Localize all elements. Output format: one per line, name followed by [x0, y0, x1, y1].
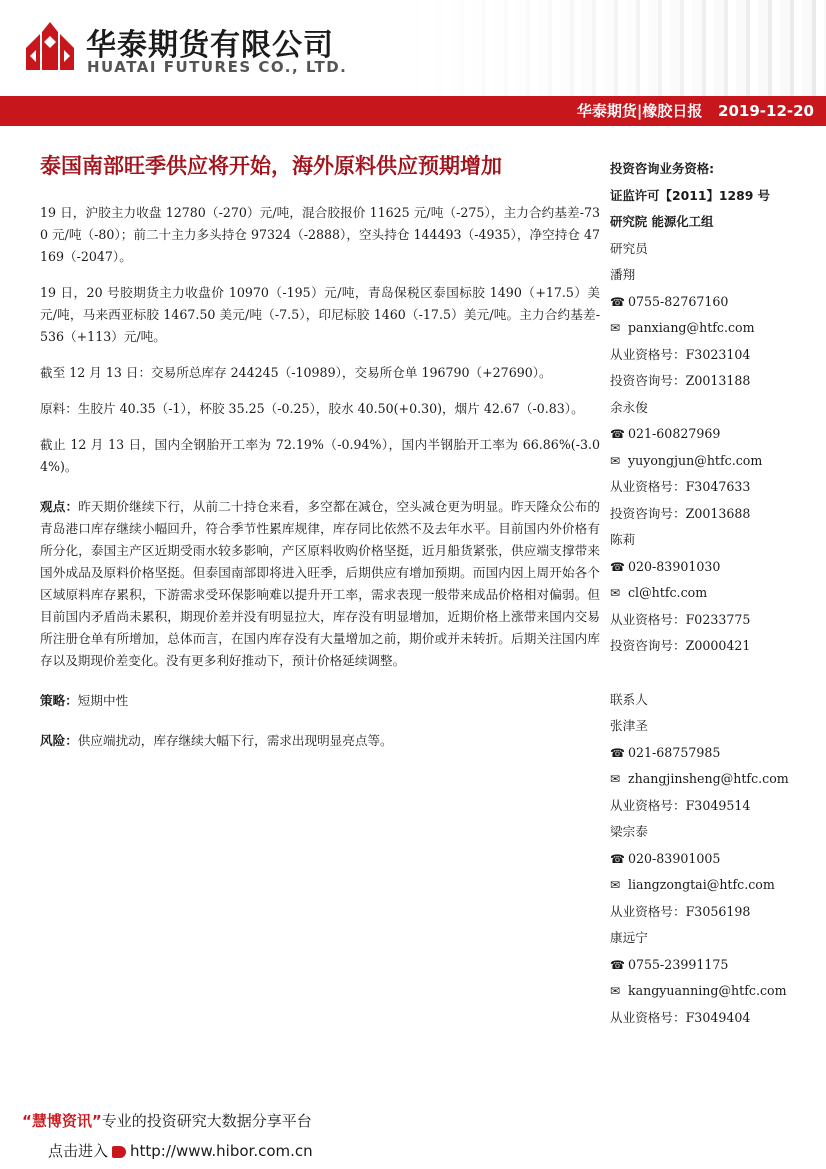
email-icon: ✉ — [610, 878, 621, 892]
researcher-cert: 从业资格号：F0233775 — [610, 611, 751, 627]
footer-brand: “慧博资讯” — [22, 1112, 102, 1130]
contact-name: 康远宁 — [610, 930, 648, 945]
researcher-cert: 从业资格号：F3023104 — [610, 346, 751, 362]
email-icon: ✉ — [610, 772, 621, 786]
strategy-label: 策略： — [40, 693, 78, 708]
contact-email[interactable]: ✉ liangzongtai@htfc.com — [610, 872, 820, 899]
contact-cert: 从业资格号：F3049514 — [610, 797, 751, 813]
paragraph-risk — [40, 730, 600, 752]
researcher-phone: ☎ 021-60827969 — [610, 421, 820, 448]
report-banner — [0, 96, 826, 126]
contact-cert: 从业资格号：F3049404 — [610, 1009, 751, 1025]
researcher-invest: 投资咨询号：Z0013188 — [610, 373, 751, 388]
phone-icon: ☎ — [610, 427, 625, 441]
contact-label: 联系人 — [610, 691, 648, 707]
researcher-cert: 从业资格号：F3047633 — [610, 479, 751, 494]
email-icon: ✉ — [610, 321, 621, 335]
researcher-label: 研究员 — [610, 240, 648, 256]
footer-slogan — [22, 1110, 312, 1131]
viewpoint-label: 观点： — [40, 499, 79, 514]
researcher-phone: ☎ 0755-82767160 — [610, 289, 820, 316]
contact-phone: ☎ 0755-23991175 — [610, 952, 820, 979]
company-name-en: HUATAI FUTURES CO., LTD. — [87, 58, 348, 76]
researcher-phone: ☎ 020-83901030 — [610, 554, 820, 581]
paragraph-nr20: 19 日，20 号胶期货主力收盘价 10970（-195）元/吨，青岛保税区泰国标胶 1490（+17.5）美元/吨，马来西亚标胶 1467.50 美元/吨（-7.5），印尼标胶 1460（-17.5）美元/吨。主力合约基差-536（+113）元/吨。 — [40, 285, 600, 344]
contact-cert: 从业资格号：F3056198 — [610, 903, 751, 919]
phone-icon: ☎ — [610, 851, 625, 866]
footer-link[interactable] — [48, 1140, 313, 1161]
researcher-email[interactable]: ✉ cl@htfc.com — [610, 580, 820, 607]
contact-phone: ☎ 020-83901005 — [610, 846, 820, 873]
researcher-name: 陈莉 — [610, 532, 636, 547]
researcher-email[interactable]: ✉ yuyongjun@htfc.com — [610, 448, 820, 475]
phone-icon: ☎ — [610, 745, 625, 760]
qualification-title: 投资咨询业务资格: — [610, 161, 715, 176]
report-banner-text: 华泰期货|橡胶日报 2019-12-20 — [576, 102, 814, 120]
company-name-cn: 华泰期货有限公司 — [86, 28, 334, 63]
contact-email[interactable]: ✉ kangyuanning@htfc.com — [610, 978, 820, 1005]
phone-icon: ☎ — [610, 294, 625, 309]
paragraph-raw-material: 原料：生胶片 40.35（-1），杯胶 35.25（-0.25），胶水 40.50(+0.30)，烟片 42.67（-0.83）。 — [40, 401, 584, 416]
researcher-invest: 投资咨询号：Z0000421 — [610, 638, 751, 653]
huatai-logo-icon — [22, 18, 78, 74]
paragraph-market: 19 日，沪胶主力收盘 12780（-270）元/吨，混合胶报价 11625 元/吨（-275），主力合约基差-730 元/吨（-80）；前二十主力多头持仓 97324（-2888），空头持仓 144493（-4935），净空持仓 47169（-2047）。 — [40, 205, 600, 264]
paragraph-inventory: 截至 12 月 13 日：交易所总库存 244245（-10989），交易所仓单 196790（+27690）。 — [40, 365, 552, 380]
email-icon: ✉ — [610, 984, 621, 998]
phone-icon: ☎ — [610, 559, 625, 574]
paragraph-viewpoint — [40, 496, 600, 672]
risk-text: 供应端扰动，库存继续大幅下行，需求出现明显亮点等。 — [77, 733, 393, 748]
researcher-invest: 投资咨询号：Z0013688 — [610, 505, 751, 521]
email-icon: ✉ — [610, 586, 621, 600]
sidebar-contacts — [610, 156, 820, 1031]
email-icon: ✉ — [610, 453, 621, 468]
report-title: 泰国南部旺季供应将开始，海外原料供应预期增加 — [40, 154, 502, 178]
researcher-email[interactable]: ✉ panxiang@htfc.com — [610, 315, 820, 342]
page-header — [0, 0, 826, 96]
strategy-text: 短期中性 — [77, 693, 129, 708]
researcher-name: 潘翔 — [610, 267, 636, 282]
contact-name: 张津圣 — [610, 718, 648, 733]
paragraph-operating-rate: 截止 12 月 13 日，国内全钢胎开工率为 72.19%（-0.94%），国内半钢胎开工率为 66.86%(-3.04%)。 — [40, 437, 600, 474]
license-number: 证监许可【2011】1289 号 — [610, 187, 771, 203]
researcher-name: 余永俊 — [610, 399, 648, 415]
pointing-hand-icon — [112, 1146, 126, 1158]
footer-slogan-text: 专业的投资研究大数据分享平台 — [101, 1112, 312, 1130]
contact-phone: ☎ 021-68757985 — [610, 740, 820, 767]
footer-enter-text: 点击进入 — [48, 1142, 109, 1160]
main-content — [40, 150, 600, 766]
contact-name: 梁宗泰 — [610, 824, 648, 839]
footer-url[interactable]: http://www.hibor.com.cn — [130, 1142, 313, 1160]
contact-email[interactable]: ✉ zhangjinsheng@htfc.com — [610, 766, 820, 793]
phone-icon: ☎ — [610, 957, 625, 972]
risk-label: 风险： — [40, 733, 78, 748]
paragraph-strategy — [40, 690, 600, 712]
viewpoint-text: 昨天期价继续下行，从前二十持仓来看，多空都在减仓，空头减仓更为明显。昨天隆众公布的青岛港口库存继续小幅回升，符合季节性累库规律，库存同比依然不及去年水平。目前国内外价格有所分化，泰国主产区近期受雨水较多影响，产区原料收购价格坚挺，近月船货紧张，供应端支撑带来国外成品及原料价格坚挺。但泰国南部即将进入旺季，后期供应有增加预期。而国内因上周开始各个区域原料库存累积，下游需求受环保影响难以提升开工率，需求表现一般带来成品价格相对偏弱。但目前国内矛盾尚未累积，期现价差并没有明显拉大，库存没有明显增加，近期价格上涨带来国内交易所注册仓单有所增加，总体而言，在国内库存没有大量增加之前，期价或并未转折。后期关注国内库存以及期现价差变化。没有更多利好推动下，预计价格延续调整。 — [40, 499, 601, 668]
department: 研究院 能源化工组 — [610, 214, 714, 229]
